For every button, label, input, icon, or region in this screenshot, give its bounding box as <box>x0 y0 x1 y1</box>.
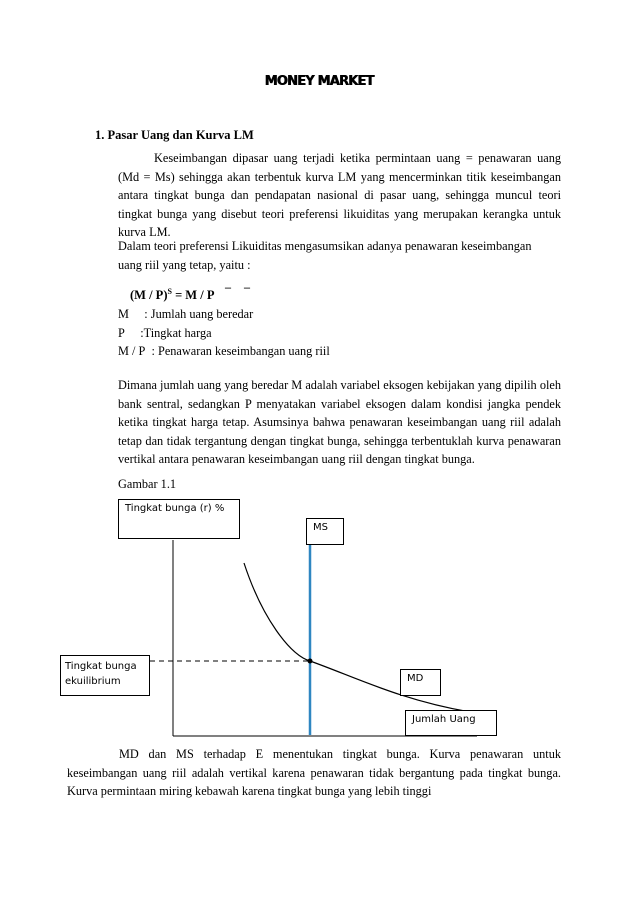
section-heading: 1. Pasar Uang dan Kurva LM <box>95 128 254 142</box>
md-label-box <box>400 669 441 696</box>
definition-symbol: M / P <box>118 344 146 359</box>
formula-superscript: S <box>167 287 172 296</box>
formula-overbar-2: _ <box>244 276 250 290</box>
y-axis-label: Tingkat bunga (r) % <box>125 503 225 514</box>
definition-text: :Tingkat harga <box>124 325 212 340</box>
equilibrium-point <box>308 659 313 664</box>
formula-overbar-1: _ <box>225 276 231 290</box>
paragraph-3: Dimana jumlah uang yang beredar M adalah variabel eksogen kebijakan yang dipilih oleh bank sentral, sedangkan P menyatakan variabel eksogen dalam kondisi jangka pendek ketika tingkat harga tetap. Asumsinya bahwa penawaran keseimbangan uang riil adalah tetap dan tidak tergantung dengan tingkat bunga, sehingga terbentuklah kurva penawaran vertikal antara penawaran keseimbangan uang riil dengan tingkat bunga. <box>118 378 561 467</box>
formula-right: = M / P <box>171 288 215 303</box>
x-axis-label: Jumlah Uang <box>412 714 476 725</box>
definition-text: : Jumlah uang beredar <box>128 307 254 321</box>
paragraph-4: MD dan MS terhadap E menentukan tingkat bunga. Kurva penawaran untuk keseimbangan uang riil adalah vertikal karena penawaran tidak bergantung pada tingkat bunga. Kurva permintaan miring kebawah karena tingkat bunga yang lebih tinggi <box>67 747 561 799</box>
ms-label: MS <box>313 522 328 533</box>
ms-label-box <box>306 518 344 545</box>
paragraph-2-line-2: uang riil yang tetap, yaitu : <box>118 257 251 272</box>
x-axis-label-box <box>405 710 497 736</box>
definition-symbol: P <box>118 325 125 340</box>
paragraph-1-text: Keseimbangan dipasar uang terjadi ketika permintaan uang = penawaran uang (Md = Ms) sehingga akan terbentuk kurva LM yang mencerminkan titik keseimbangan antara tingkat bunga dan pendapatan nasional di pasar uang, sehingga muncul teori tingkat bunga yang disebut teori preferensi likuiditas yang merupakan kerangka untuk kurva LM. <box>118 151 561 240</box>
md-label: MD <box>407 673 424 684</box>
definition-symbol: M <box>118 307 129 321</box>
formula-left: (M / P) <box>130 288 168 303</box>
paragraph-2-line-1: Dalam teori preferensi Likuiditas mengasumsikan adanya penawaran keseimbangan <box>118 239 532 253</box>
equilibrium-label-box <box>60 655 150 696</box>
y-axis-label-box <box>118 499 240 539</box>
definition-text: : Penawaran keseimbangan uang riil <box>145 344 330 359</box>
equilibrium-label-line-1: Tingkat bunga <box>65 661 137 672</box>
equilibrium-label-line-2: ekuilibrium <box>65 676 121 687</box>
page-title: MONEY MARKET <box>264 74 374 89</box>
figure-caption: Gambar 1.1 <box>118 477 177 491</box>
